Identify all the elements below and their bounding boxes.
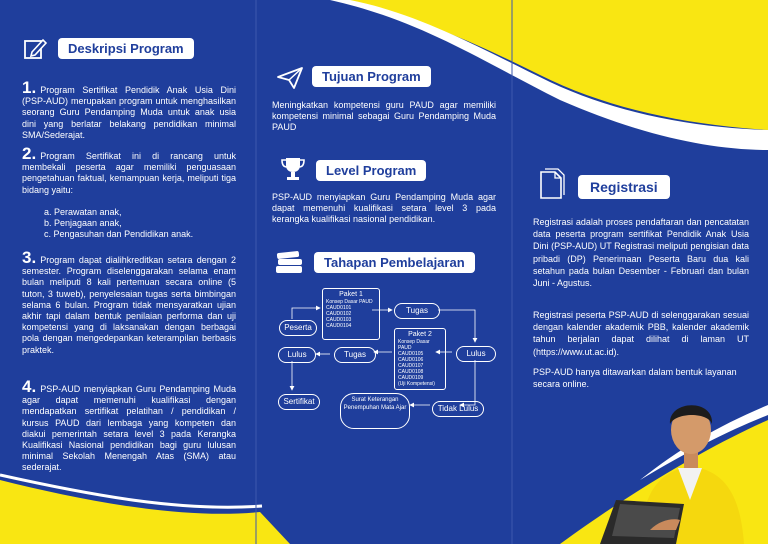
tugas-1-pill: Tugas [394,303,440,319]
pencil-edit-icon [22,36,48,62]
paket-2-code: (Uji Kompetensi) [398,381,435,387]
document-icon [537,168,565,202]
paket-1-code: CAUD0101 [326,305,352,311]
registrasi-paragraph-2: Registrasi peserta PSP-AUD di selenggarakan sesuai dengan kalender akademik PBB, kalender akademik tahun berjalan dapat dilihat di laman UT (https://www.ut.ac.id). [533,310,749,357]
paket-1-box [322,288,380,340]
item-text: Program dapat dialihkreditkan setara dengan 2 semester. Program diselenggarakan selama enam bulan meliputi 8 kali pertemuan secara online (5 tuton, 3 tuweb), penyelesaian tugas serta bimbingan selama 6 bulan. Program tidak mensyaratkan ujian akhir tapi dalam bentuk penilaian performa dan uji kompetensi yang di laksanakan dengan berbagai pola dengan mengedepankan keterampilan berbasis praktek. [22,255,236,355]
registrasi-paragraph-1: Registrasi adalah proses pendaftaran dan pencatatan data peserta program sertifikat Pendidik Anak Usia Dini (PSP-AUD) UT Registrasi meliputi pengisian data pribadi (DP) Penerimaan Peserta Baru dua kali setahun pada bulan Desember - Februari dan bulan Juni - Agustus. [533,217,749,289]
deskripsi-item-1 [22,78,236,141]
item-number: 1. [22,78,37,97]
deskripsi-item-3 [22,248,236,356]
paket-1-title: Paket 1 [339,291,363,298]
paket-2-sub: Konsep Dasar PAUD [398,339,430,351]
paket-1-code: CAUD0104 [326,323,352,329]
sub-item-b: b. Penjagaan anak, [44,218,122,228]
sertifikat-pill: Sertifikat [278,394,320,410]
item-number: 3. [22,248,37,267]
paket-2-code: CAUD0106 [398,357,424,363]
paket-1-code: CAUD0102 [326,311,352,317]
sub-item-c: c. Pengasuhan dan Pendidikan anak. [44,229,194,239]
tidak-lulus-pill: Tidak Lulus [432,401,484,417]
deskripsi-title: Deskripsi Program [58,38,194,59]
item-number: 4. [22,377,37,396]
tujuan-title: Tujuan Program [312,66,431,87]
books-icon [274,250,306,276]
lulus-1-pill: Lulus [278,347,316,363]
paket-1-code: CAUD0103 [326,317,352,323]
deskripsi-item-2 [22,144,236,196]
registrasi-paragraph-3: PSP-AUD hanya ditawarkan dalam bentuk layanan secara online. [533,367,737,390]
paket-2-box [394,328,446,390]
surat-keterangan-box: Surat Keterangan Penempuhan Mata Ajar [340,393,410,429]
paket-2-code: CAUD0108 [398,369,424,375]
paket-2-code: CAUD0109 [398,375,424,381]
item-text: Program Sertifikat Pendidik Anak Usia Dini (PSP-AUD) merupakan program untuk menghasilkan seorang Guru Pendamping Muda untuk anak usia dini yang berlatar belakang pendidikan minimal SMA/Sederajat. [22,85,236,140]
item-number: 2. [22,144,37,163]
student-illustration [580,380,768,544]
tugas-2-pill: Tugas [334,347,376,363]
paper-plane-icon [276,66,304,90]
item-text: Program Sertifikat ini di rancang untuk membekali peserta agar memiliki penguasaan pengetahuan faktual, kemampuan kerja, meliputi tiga bidang yaitu: [22,151,236,195]
peserta-pill: Peserta [279,320,317,336]
paket-2-code: CAUD0105 [398,351,424,357]
lulus-2-pill: Lulus [456,346,496,362]
sub-item-a: a. Perawatan anak, [44,207,122,217]
deskripsi-item-4 [22,377,236,474]
trophy-icon [280,156,306,182]
paket-2-title: Paket 2 [408,331,432,338]
paket-2-code: CAUD0107 [398,363,424,369]
level-text: PSP-AUD menyiapkan Guru Pendamping Muda agar dapat memenuhi kualifikasi setara level 3 pada kerangka kualifikasi nasional pendidikan. [272,192,496,225]
paket-1-sub: Konsep Dasar PAUD [326,299,373,305]
item-text: PSP-AUD menyiapkan Guru Pendamping Muda agar dapat memenuhi kualifikasi dengan mendapatkan sertifikat pelatihan / pendidikan / kursus PAUD dari lembaga yang kompeten dan diakui pemerintah setara level 3 pada Kerangka Kualifikasi Nasional pendidikan bagi guru lulusan minimal Sekolah Menengah Atas (SMA) atau sederajat. [22,384,236,473]
registrasi-title: Registrasi [578,175,670,199]
tahapan-title: Tahapan Pembelajaran [314,252,475,273]
level-title: Level Program [316,160,426,181]
tujuan-text: Meningkatkan kompetensi guru PAUD agar memiliki kompetensi minimal sebagai Guru Pendamping Muda PAUD [272,100,496,133]
